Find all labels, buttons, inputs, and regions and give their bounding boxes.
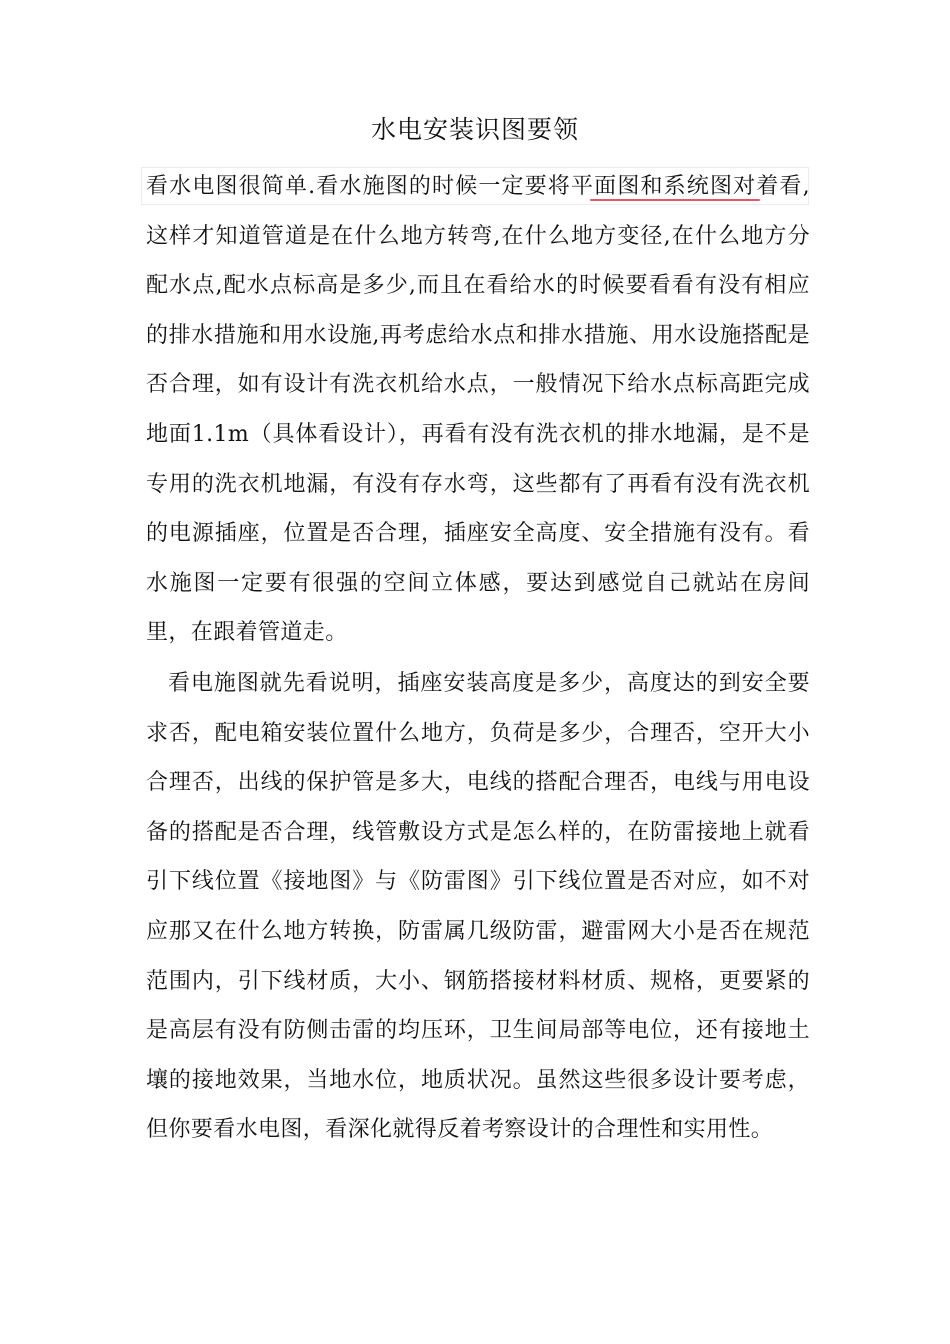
document-title: 水电安装识图要领: [370, 115, 579, 144]
red-underline-mark: [590, 199, 760, 201]
paragraph-water-drawings: 看水电图很简单.看水施图的时候一定要将平面图和系统图对着看,这样才知道管道是在什么地方转弯,在什么地方变径,在什么地方分配水点,配水点标高是多少,而且在看给水的时候要看看有没有相应的排水措施和用水设施,再考虑给水点和排水措施、用水设施搭配是否合理，如有设计有洗衣机给水点，一般情况下给水点标高距完成地面1.1m（具体看设计），再看有没有洗衣机的排水地漏，是不是专用的洗衣机地漏，有没有存水弯，这些都有了再看有没有洗衣机的电源插座，位置是否合理，插座安全高度、安全措施有没有。看水施图一定要有很强的空间立体感，要达到感觉自己就站在房间里，在跟着管道走。: [146, 174, 810, 646]
paragraph-electrical-drawings: 看电施图就先看说明，插座安装高度是多少，高度达的到安全要求否，配电箱安装位置什么地方，负荷是多少，合理否，空开大小合理否，出线的保护管是多大，电线的搭配合理否，电线与用电设备的搭配是否合理，线管敷设方式是怎么样的，在防雷接地上就看引下线位置《接地图》与《防雷图》引下线位置是否对应，如不对应那又在什么地方转换，防雷属几级防雷，避雷网大小是否在规范范围内，引下线材质，大小、钢筋搭接材料材质、规格，更要紧的是高层有没有防侧击雷的均压环，卫生间局部等电位，还有接地土壤的接地效果，当地水位，地质状况。虽然这些很多设计要考虑，但你要看水电图，看深化就得反着考察设计的合理性和实用性。: [146, 671, 810, 1143]
